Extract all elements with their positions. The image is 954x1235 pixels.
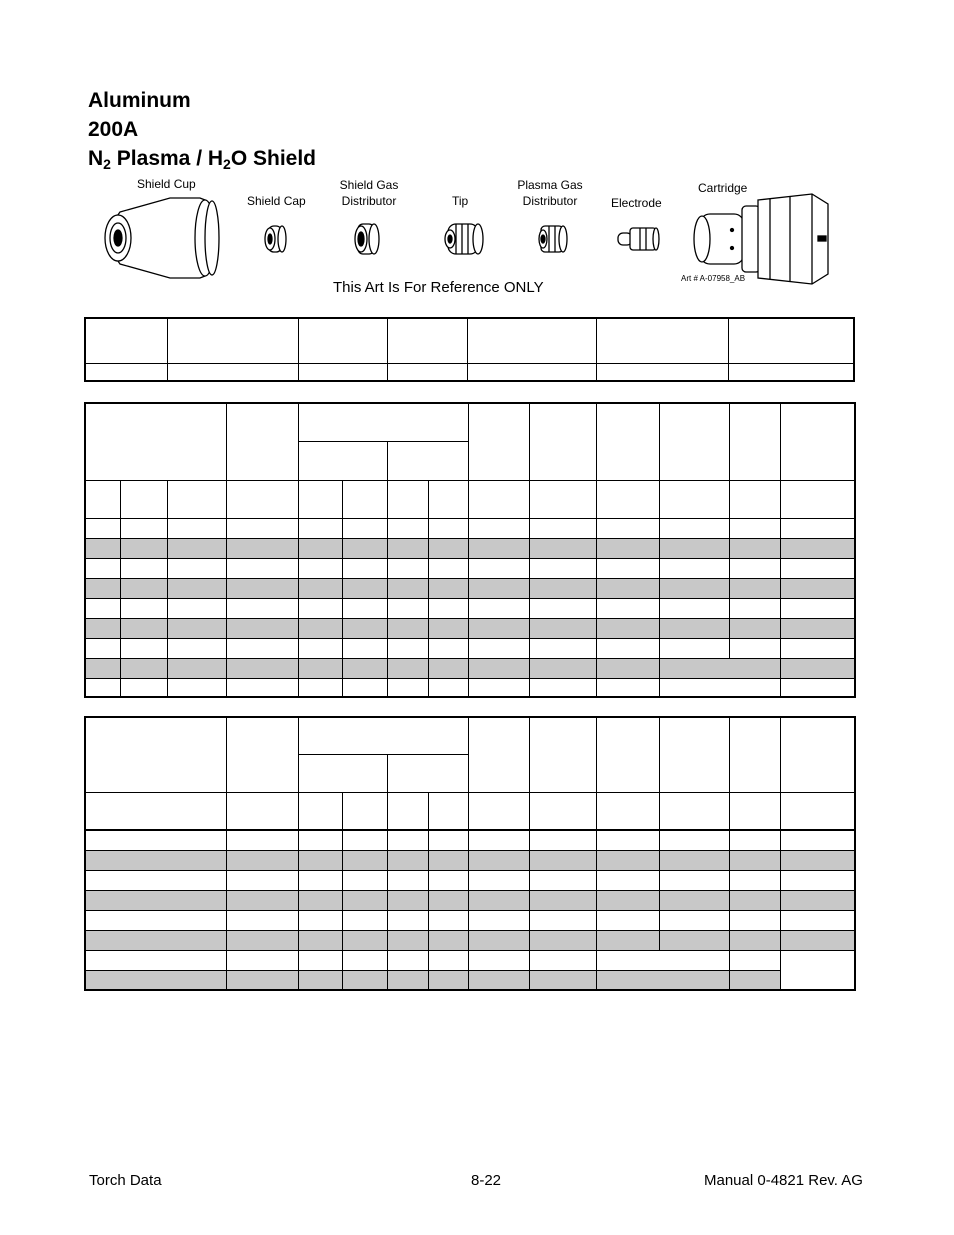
table-row xyxy=(85,578,855,598)
table-row xyxy=(85,678,855,697)
table-row xyxy=(85,363,854,381)
tip-image xyxy=(445,224,483,254)
table-row xyxy=(85,830,855,850)
table-row xyxy=(85,598,855,618)
table-row xyxy=(85,518,855,538)
art-number: Art # A-07958_AB xyxy=(681,274,746,283)
cut-chart-metric-table xyxy=(84,402,856,698)
consumables-artwork xyxy=(0,0,954,300)
table-header-row xyxy=(85,792,855,830)
label-shield-gas-distributor: Shield Gas Distributor xyxy=(339,178,399,208)
table-header-row xyxy=(85,717,855,754)
electrode-image xyxy=(618,228,659,250)
table-row xyxy=(85,618,855,638)
table-row xyxy=(85,850,855,870)
table-row xyxy=(85,638,855,658)
table-header-row xyxy=(85,403,855,441)
footer-manual-number: Manual 0-4821 Rev. AG xyxy=(704,1172,863,1189)
label-tip: Tip xyxy=(452,194,469,208)
title-amperage: 200A xyxy=(88,118,139,141)
title-material: Aluminum xyxy=(88,89,191,112)
table-row xyxy=(85,870,855,890)
shield-gas-distributor-image xyxy=(355,224,379,254)
table-row xyxy=(85,970,855,990)
cut-chart-imperial-table xyxy=(84,716,856,991)
label-shield-cap: Shield Cap xyxy=(247,194,306,208)
title-gas-combination: $N_2$ Plasma / $H_2O$ Shield xyxy=(88,147,317,172)
shield-cap-image xyxy=(265,226,286,252)
table-row xyxy=(85,950,855,970)
table-row xyxy=(85,658,855,678)
reference-note: This Art Is For Reference ONLY xyxy=(333,279,544,296)
footer-page-number: 8-22 xyxy=(471,1172,502,1189)
plasma-gas-distributor-image xyxy=(539,226,567,252)
cartridge-image xyxy=(694,194,828,284)
table-row xyxy=(85,890,855,910)
parts-table xyxy=(84,317,855,382)
shield-cup-image xyxy=(105,198,219,278)
table-row xyxy=(85,930,855,950)
table-row xyxy=(85,910,855,930)
label-shield-cup: Shield Cup xyxy=(137,177,196,191)
table-row xyxy=(85,538,855,558)
label-cartridge: Cartridge xyxy=(698,181,748,195)
table-row xyxy=(85,318,854,363)
label-plasma-gas-distributor: Plasma Gas Distributor xyxy=(517,178,583,208)
label-electrode: Electrode xyxy=(611,196,662,210)
table-header-row xyxy=(85,480,855,518)
table-row xyxy=(85,558,855,578)
footer-section: Torch Data xyxy=(89,1172,162,1189)
